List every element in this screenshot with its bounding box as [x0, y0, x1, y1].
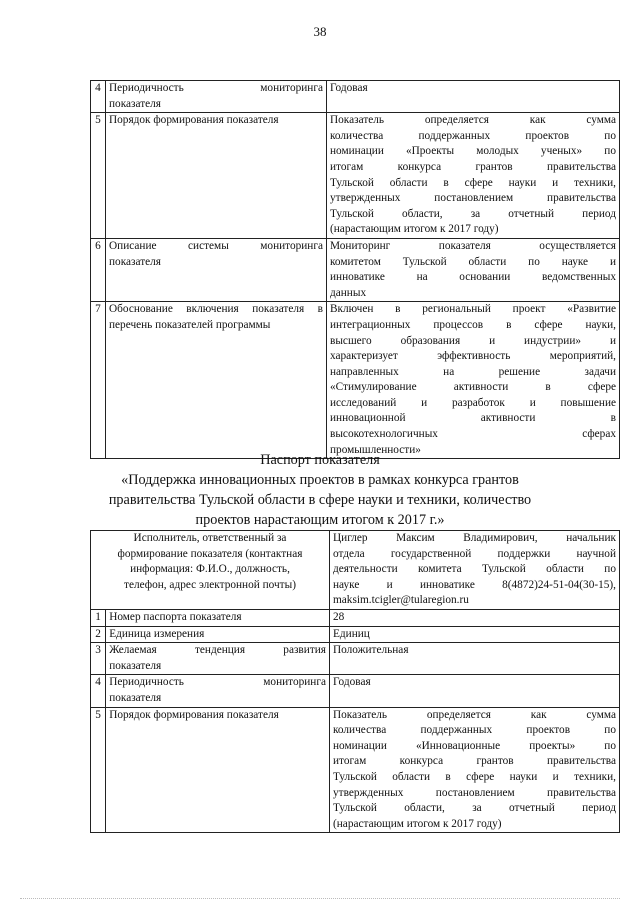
row-value [330, 643, 620, 675]
text-line: Периодичность мониторинга [109, 676, 326, 689]
text-line: инноватике на основании ведомственных [330, 271, 616, 284]
table-row [91, 302, 620, 459]
row-value [330, 675, 620, 707]
text-line: итогам конкурса грантов правительства [330, 160, 616, 173]
passport-subtitle-line-2: правительства Тульской области в сфере науки и техники, количество [108, 492, 532, 508]
row-label [106, 643, 330, 675]
row-value [327, 302, 620, 459]
row-number: 1 [91, 609, 106, 626]
text-line: номинации «Проекты молодых ученых» по [330, 145, 616, 158]
text-line: телефон, адрес электронной почты) [124, 578, 296, 591]
row-number: 6 [91, 238, 106, 301]
text-line: утвержденных постановлением правительства [330, 192, 616, 205]
row-value [327, 81, 620, 113]
text-line: данных [330, 286, 367, 299]
text-line: инновационной активности в [330, 412, 616, 425]
row-value [330, 626, 620, 643]
text-line: высокотехнологичных сферах [330, 428, 616, 441]
text-line: высшего образования и индустрии» и [330, 334, 616, 347]
text-line: деятельности комитета Тульской области по [333, 563, 616, 576]
text-line: показателя [109, 255, 161, 268]
text-line: 28 [333, 610, 345, 623]
text-line: перечень показателей программы [109, 318, 271, 331]
passport-subtitle-line-1: «Поддержка инновационных проектов в рамках конкурса грантов [121, 472, 519, 488]
text-line: характеризует эффективность мероприятий, [330, 350, 616, 363]
text-line: Единица измерения [109, 627, 205, 640]
text-line: Порядок формирования показателя [109, 114, 279, 127]
text-line: Номер паспорта показателя [109, 610, 242, 623]
text-line: исследований и разработок и повышение [330, 396, 616, 409]
text-line: Описание системы мониторинга [109, 239, 323, 252]
row-number: 3 [91, 643, 106, 675]
responsible-contact [330, 531, 620, 610]
table-row [91, 113, 620, 239]
passport-table [90, 530, 620, 833]
text-line: Тульской области в сфере науки и техники, [330, 176, 616, 189]
text-line: Положительная [333, 644, 409, 657]
text-line: показателя [109, 659, 162, 672]
text-line: Показатель определяется как сумма [333, 708, 616, 721]
text-line: Годовая [330, 82, 368, 94]
table-row [91, 81, 620, 113]
text-line: Годовая [333, 676, 371, 689]
row-number: 5 [91, 113, 106, 239]
row-label [106, 675, 330, 707]
table-row [91, 675, 620, 707]
table-row [91, 626, 620, 643]
responsible-label [91, 531, 330, 610]
indicator-table-continued [90, 80, 620, 459]
text-line: отдела государственной поддержки научной [333, 547, 616, 560]
text-line: «Стимулирование активности в сфере [330, 381, 616, 394]
row-label [106, 302, 327, 459]
text-line: Периодичность мониторинга [109, 82, 323, 94]
row-value [330, 609, 620, 626]
text-line: Мониторинг показателя осуществляется [330, 239, 616, 252]
responsible-row [91, 531, 620, 610]
text-line: Включен в региональный проект «Развитие [330, 303, 616, 316]
row-number: 4 [91, 81, 106, 113]
text-line: итогам конкурса грантов правительства [333, 755, 616, 768]
table-row [91, 609, 620, 626]
row-number: 5 [91, 707, 106, 833]
text-line: maksim.tcigler@tularegion.ru [333, 594, 469, 607]
text-line: Показатель определяется как сумма [330, 114, 616, 127]
text-line: науке и инноватике 8(4872)24-51-04(30-15), [333, 578, 616, 591]
passport-subtitle-line-3: проектов нарастающим итогом к 2017 г.» [195, 512, 445, 528]
text-line: Тульской области, за отчетный период [333, 802, 616, 815]
scan-edge [20, 898, 620, 899]
text-line: Желаемая тенденция развития [109, 644, 326, 657]
row-label [106, 707, 330, 833]
row-number: 4 [91, 675, 106, 707]
text-line: информация: Ф.И.О., должность, [130, 563, 290, 576]
row-value [327, 113, 620, 239]
text-line: (нарастающим итогом к 2017 году) [333, 817, 502, 830]
text-line: Обоснование включения показателя в [109, 303, 323, 316]
text-line: промышленности» [330, 443, 421, 456]
text-line: утвержденных постановлением правительства [333, 786, 616, 799]
text-line: количества поддержанных проектов по [333, 724, 616, 737]
text-line: Тульской области в сфере науки и техники, [333, 770, 616, 783]
row-label [106, 626, 330, 643]
row-label [106, 609, 330, 626]
table-row [91, 643, 620, 675]
text-line: показателя [109, 97, 161, 110]
text-line: показателя [109, 691, 162, 704]
text-line: (нарастающим итогом к 2017 году) [330, 223, 499, 236]
text-line: Порядок формирования показателя [109, 708, 279, 721]
table-row [91, 238, 620, 301]
text-line: номинации «Инновационные проекты» по [333, 739, 616, 752]
row-value [327, 238, 620, 301]
row-number: 7 [91, 302, 106, 459]
text-line: количества поддержанных проектов по [330, 129, 616, 142]
passport-heading: Паспорт показателя [260, 452, 380, 468]
row-label [106, 113, 327, 239]
text-line: комитетом Тульской области по науке и [330, 255, 616, 268]
table-row [91, 707, 620, 833]
text-line: формирование показателя (контактная [117, 547, 303, 560]
row-value [330, 707, 620, 833]
text-line: направленных на решение задачи [330, 365, 616, 378]
row-number: 2 [91, 626, 106, 643]
row-label [106, 81, 327, 113]
row-label [106, 238, 327, 301]
text-line: интеграционных процессов в сфере науки, [330, 318, 616, 331]
page-number: 38 [313, 24, 327, 39]
text-line: Циглер Максим Владимирович, начальник [333, 532, 616, 544]
text-line: Тульской области, за отчетный период [330, 207, 616, 220]
text-line: Единиц [333, 627, 370, 640]
text-line: Исполнитель, ответственный за [133, 532, 287, 544]
